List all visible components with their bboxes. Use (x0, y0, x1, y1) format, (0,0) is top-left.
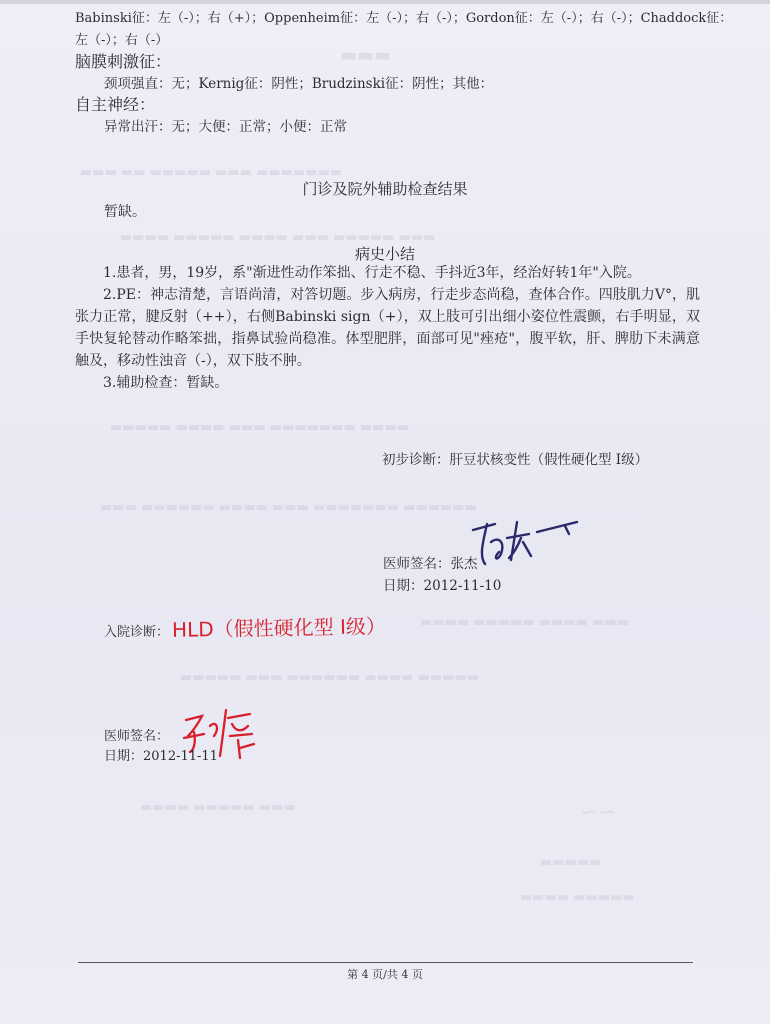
admitting-doctor-signature-label: 医师签名： (104, 729, 170, 744)
footer-divider (78, 962, 693, 963)
bleed-through-mark: ▬▬▬▬ ▬▬▬▬▬ ▬▬▬▬ ▬▬▬ (420, 615, 629, 630)
bleed-through-mark: ▬▬▬▬ ▬▬▬▬▬ ▬▬▬▬ ▬▬▬ ▬▬▬▬▬ ▬▬▬ (120, 230, 436, 245)
admitting-signature-date: 日期：2012-11-11 (104, 749, 218, 764)
bleed-through-mark: ▬▬▬▬▬ (540, 855, 602, 870)
autonomic-findings: 异常出汗：无；大便：正常；小便：正常 (104, 119, 347, 135)
meningeal-findings: 颈项强直：无；Kernig征：阴性；Brudzinski征：阴性；其他： (104, 76, 494, 92)
aux-exam-title: 门诊及院外辅助检查结果 (302, 180, 468, 198)
preliminary-diagnosis: 初步诊断：肝豆状核变性（假性硬化型 Ⅰ级） (382, 452, 649, 468)
bleed-through-mark: ▬▬▬ ▬▬▬▬▬▬ ▬▬▬▬ ▬▬▬ ▬▬▬▬▬▬▬ ▬▬▬▬▬▬ (100, 500, 477, 515)
bleed-through-mark: ▬▬▬▬ ▬▬▬▬▬ ▬▬▬ (140, 800, 296, 815)
reflex-line-continued: 左（-）；右（-） (75, 33, 169, 48)
bleed-through-mark: ▬▬▬▬▬ ▬▬▬ ▬▬▬▬▬▬ ▬▬▬▬ ▬▬▬▬▬ (180, 670, 480, 685)
signature-date: 日期：2012-11-10 (383, 578, 502, 594)
meningeal-heading: 脑膜刺激征： (75, 52, 172, 71)
bleed-through-mark: ▬▬▬▬▬ ▬▬▬▬ ▬▬▬ ▬▬▬▬▬▬▬ ▬▬▬▬ (110, 420, 410, 435)
bleed-through-mark: ▬▬▬ ▬▬ ▬▬▬▬▬ ▬▬▬ ▬▬▬▬▬▬▬ (80, 165, 343, 180)
bleed-through-mark: ∽∽ (580, 800, 617, 825)
summary-item-3: 3.辅助检查：暂缺。 (103, 375, 229, 391)
bleed-through-mark: ▬▬▬▬ ▬▬▬▬▬ (520, 890, 635, 905)
admission-diagnosis-label: 入院诊断： (104, 625, 170, 640)
summary-body (75, 262, 700, 394)
doctor-handwritten-signature (465, 512, 585, 572)
aux-exam-body: 暂缺。 (104, 204, 146, 220)
summary-item-1: 1.患者，男，19岁，系"渐进性动作笨拙、行走不稳、手抖近3年，经治好转1年"入院。 (103, 265, 641, 281)
autonomic-heading: 自主神经： (75, 95, 156, 114)
page-number: 第 4 页/共 4 页 (347, 968, 423, 981)
scan-top-edge (0, 0, 770, 4)
reflex-line: Babinski征：左（-）；右（+）；Oppenheim征：左（-）；右（-）；Gordon征：左（-）；右（-）；Chaddock征： (75, 11, 733, 26)
summary-title: 病史小结 (354, 245, 415, 263)
doctor-signature-label: 医师签名：张杰 (383, 556, 478, 572)
admission-diagnosis-handwritten: HLD（假性硬化型 Ⅰ级） (171, 614, 387, 642)
summary-item-2: 2.PE：神志清楚，言语尚清，对答切题。步入病房，行走步态尚稳，查体合作。四肢肌力Ⅴ°，肌张力正常，腱反射（++），右侧Babinski sign（+），双上肢可引出细小姿位性震颤，右手明显，双手快复轮替动作略笨拙，指鼻试验尚稳准。体型肥胖，面部可见"痤疮"，腹平软，肝、脾肋下未满意触及，移动性浊音（-），双下肢不肿。 (75, 287, 700, 369)
bleed-through-mark: ▬▬▬ (340, 45, 392, 66)
